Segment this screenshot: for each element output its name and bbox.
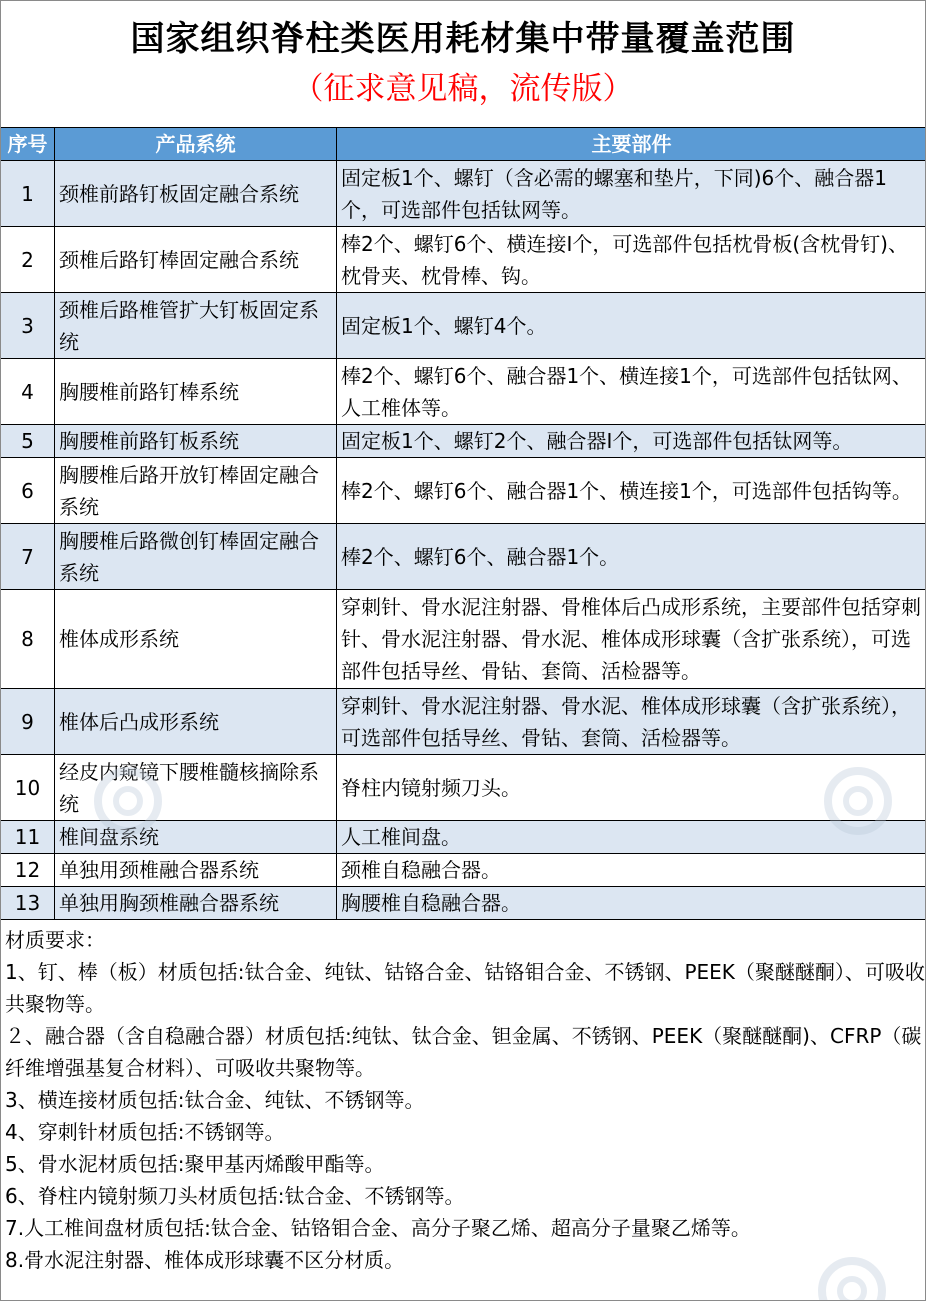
main-parts: 胸腰椎自稳融合器。 [337, 887, 926, 920]
product-system: 椎间盘系统 [55, 821, 337, 854]
product-system: 胸腰椎前路钉板系统 [55, 425, 337, 458]
main-parts: 棒2个、螺钉6个、融合器1个、横连接1个，可选部件包括钩等。 [337, 458, 926, 524]
row-number: 9 [1, 689, 55, 755]
main-parts: 固定板1个、螺钉2个、融合器Ⅰ个，可选部件包括钛网等。 [337, 425, 926, 458]
product-system: 单独用颈椎融合器系统 [55, 854, 337, 887]
column-header-parts: 主要部件 [337, 128, 926, 161]
table-row [1, 524, 926, 590]
table-row [1, 425, 926, 458]
column-header-system: 产品系统 [55, 128, 337, 161]
table-row [1, 590, 926, 689]
note-item: ２、融合器（含自稳融合器）材质包括:纯钛、钛合金、钽金属、不锈钢、PEEK（聚醚醚酮)、CFRP（碳纤维增强基复合材料）、可吸收共聚物等。 [5, 1024, 922, 1080]
product-system: 颈椎前路钉板固定融合系统 [55, 161, 337, 227]
title-block [1, 1, 925, 127]
row-number: 6 [1, 458, 55, 524]
main-parts: 脊柱内镜射频刀头。 [337, 755, 926, 821]
table-row [1, 458, 926, 524]
main-parts: 颈椎自稳融合器。 [337, 854, 926, 887]
table-row [1, 887, 926, 920]
table-row [1, 161, 926, 227]
table-row [1, 854, 926, 887]
table-row [1, 227, 926, 293]
notes-heading: 材质要求： [5, 928, 105, 952]
table-header-row [1, 128, 926, 161]
row-number: 4 [1, 359, 55, 425]
main-parts: 棒2个、螺钉6个、融合器1个、横连接1个，可选部件包括钛网、人工椎体等。 [337, 359, 926, 425]
row-number: 8 [1, 590, 55, 689]
main-parts: 固定板1个、螺钉4个。 [337, 293, 926, 359]
main-parts: 固定板1个、螺钉（含必需的螺塞和垫片，下同)6个、融合器1个，可选部件包括钛网等。 [337, 161, 926, 227]
watermark-logo-icon [807, 1251, 897, 1301]
product-system: 经皮内窥镜下腰椎髓核摘除系统 [55, 755, 337, 821]
note-item: 6、脊柱内镜射频刀头材质包括:钛合金、不锈钢等。 [5, 1184, 465, 1208]
product-system: 胸腰椎前路钉棒系统 [55, 359, 337, 425]
page-subtitle: （征求意见稿，流传版） [292, 71, 634, 107]
row-number: 1 [1, 161, 55, 227]
product-system: 胸腰椎后路微创钉棒固定融合系统 [55, 524, 337, 590]
row-number: 12 [1, 854, 55, 887]
product-system: 胸腰椎后路开放钉棒固定融合系统 [55, 458, 337, 524]
row-number: 5 [1, 425, 55, 458]
product-system: 颈椎后路椎管扩大钉板固定系统 [55, 293, 337, 359]
note-item: 4、穿刺针材质包括:不锈钢等。 [5, 1120, 285, 1144]
note-item: 8.骨水泥注射器、椎体成形球囊不区分材质。 [5, 1248, 405, 1272]
product-system: 椎体成形系统 [55, 590, 337, 689]
row-number: 2 [1, 227, 55, 293]
main-parts: 人工椎间盘。 [337, 821, 926, 854]
row-number: 3 [1, 293, 55, 359]
main-parts: 棒2个、螺钉6个、融合器1个。 [337, 524, 926, 590]
column-header-no: 序号 [1, 128, 55, 161]
row-number: 11 [1, 821, 55, 854]
note-item: 3、横连接材质包括:钛合金、纯钛、不锈钢等。 [5, 1088, 425, 1112]
table-row [1, 359, 926, 425]
row-number: 10 [1, 755, 55, 821]
note-item: 7.人工椎间盘材质包括:钛合金、钴铬钼合金、高分子聚乙烯、超高分子量聚乙烯等。 [5, 1216, 751, 1240]
row-number: 13 [1, 887, 55, 920]
watermark-logo-icon [83, 761, 173, 841]
table-row [1, 293, 926, 359]
product-system: 椎体后凸成形系统 [55, 689, 337, 755]
product-system: 颈椎后路钉棒固定融合系统 [55, 227, 337, 293]
row-number: 7 [1, 524, 55, 590]
note-item: 5、骨水泥材质包括:聚甲基丙烯酸甲酯等。 [5, 1152, 385, 1176]
table-row [1, 689, 926, 755]
main-parts: 穿刺针、骨水泥注射器、骨水泥、椎体成形球囊（含扩张系统），可选部件包括导丝、骨钻、套筒、活检器等。 [337, 689, 926, 755]
main-parts: 棒2个、螺钉6个、横连接Ⅰ个，可选部件包括枕骨板(含枕骨钉)、枕骨夹、枕骨棒、钩。 [337, 227, 926, 293]
material-requirements [1, 920, 925, 1276]
note-item: 1、钉、棒（板）材质包括:钛合金、纯钛、钴铬合金、钴铬钼合金、不锈钢、PEEK（聚醚醚酮）、可吸收共聚物等。 [5, 960, 925, 1016]
page-title: 国家组织脊柱类医用耗材集中带量覆盖范围 [130, 19, 796, 59]
watermark-logo-icon [813, 761, 903, 841]
main-parts: 穿刺针、骨水泥注射器、骨椎体后凸成形系统，主要部件包括穿刺针、骨水泥注射器、骨水泥、椎体成形球囊（含扩张系统），可选部件包括导丝、骨钻、套筒、活检器等。 [337, 590, 926, 689]
product-system: 单独用胸颈椎融合器系统 [55, 887, 337, 920]
